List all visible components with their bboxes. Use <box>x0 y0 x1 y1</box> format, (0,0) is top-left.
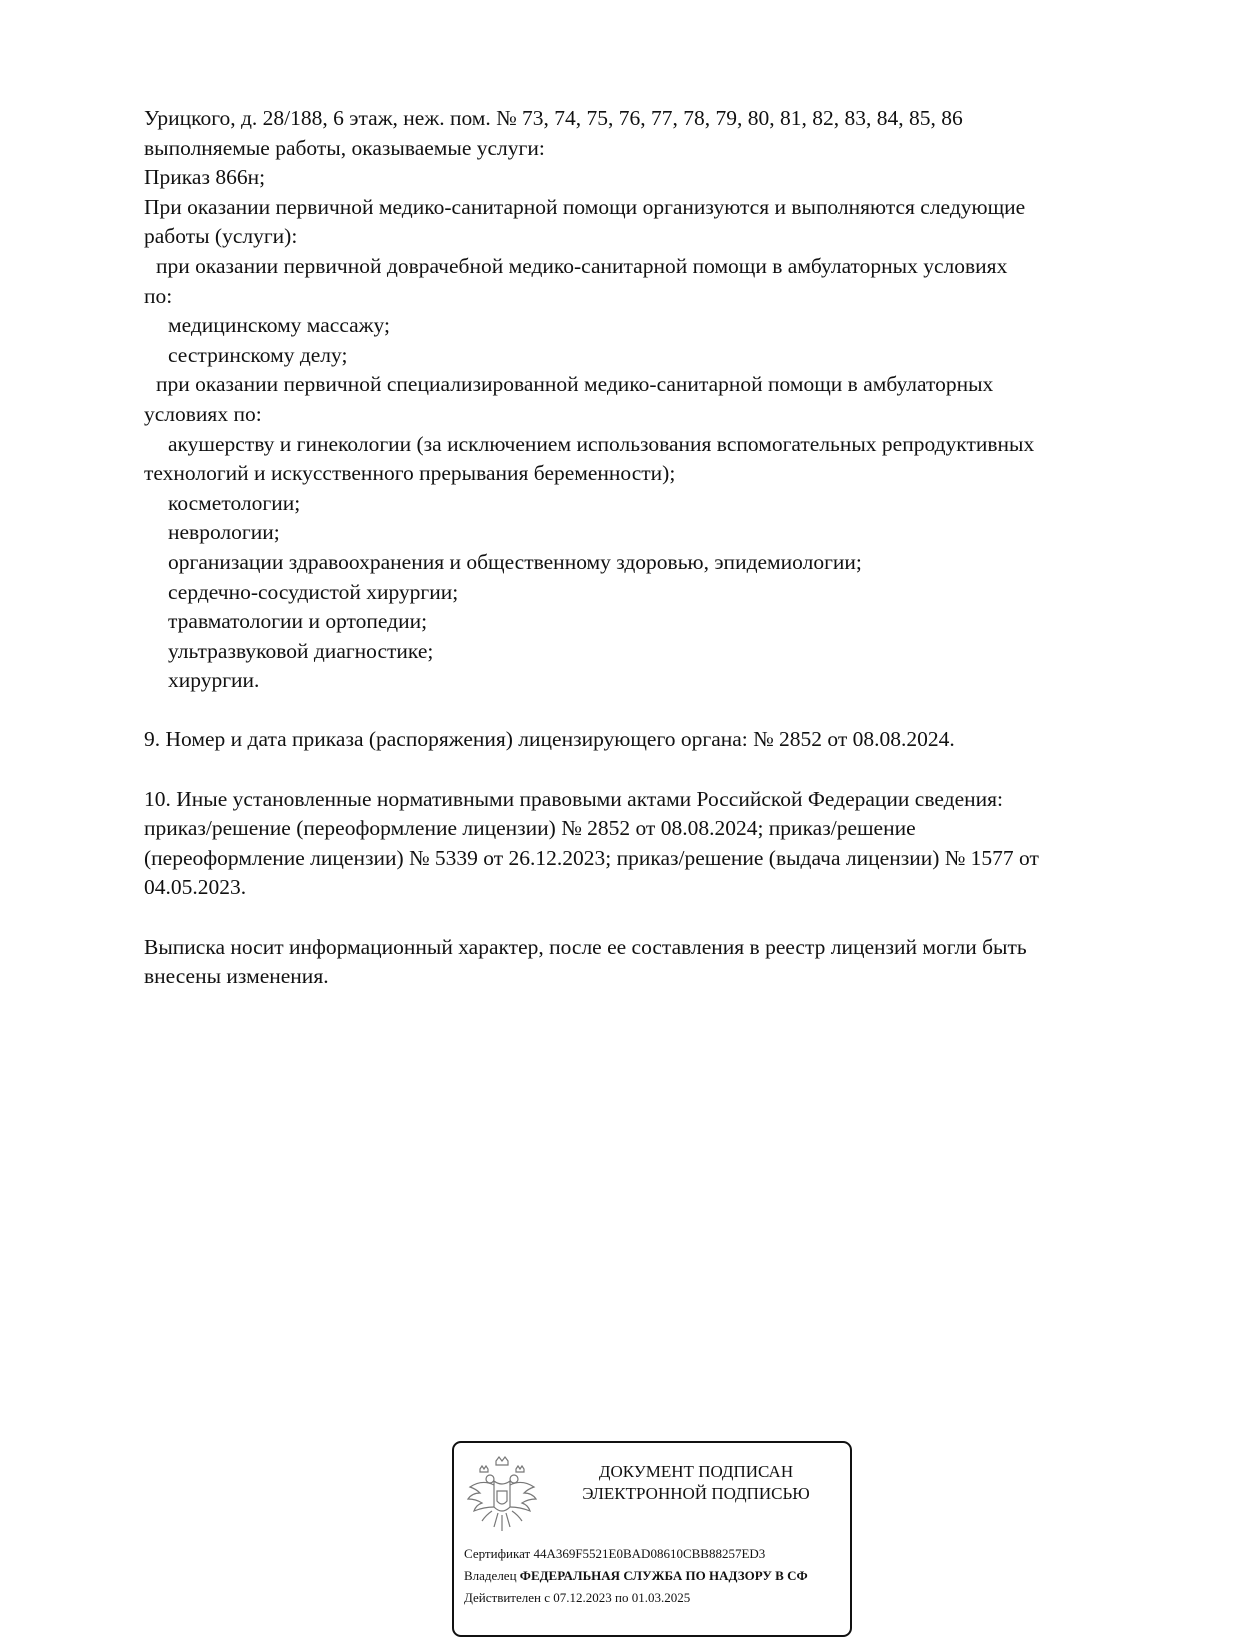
text-line: хирургии. <box>168 668 260 693</box>
stamp-title <box>546 1461 846 1505</box>
owner-line <box>464 1565 808 1587</box>
text-line: условиях по: <box>144 401 262 426</box>
text-line: работы (услуги): <box>144 224 298 249</box>
owner-value: ФЕДЕРАЛЬНАЯ СЛУЖБА ПО НАДЗОРУ В СФ <box>519 1568 808 1583</box>
blank-line <box>144 903 1184 933</box>
text-line: При оказании первичной медико-санитарной помощи организуются и выполняются следующие <box>144 194 1026 219</box>
text-line: при оказании первичной специализированной медико-санитарной помощи в амбулаторных <box>156 372 994 397</box>
text-line: косметологии; <box>168 490 301 515</box>
text-line: выполняемые работы, оказываемые услуги: <box>144 135 545 160</box>
text-line: акушерству и гинекологии (за исключением использования вспомогательных репродуктивных <box>168 431 1035 456</box>
text-line: Выписка носит информационный характер, после ее составления в реестр лицензий могли быть <box>144 934 1027 959</box>
text-line: 10. Иные установленные нормативными правовыми актами Российской Федерации сведения: <box>144 786 1003 811</box>
stamp-title-line-1: ДОКУМЕНТ ПОДПИСАН <box>598 1462 794 1481</box>
text-line: внесены изменения. <box>144 964 329 989</box>
text-line: сестринскому делу; <box>168 342 348 367</box>
text-line: при оказании первичной доврачебной медико-санитарной помощи в амбулаторных условиях <box>156 253 1008 278</box>
text-line: медицинскому массажу; <box>168 313 390 338</box>
electronic-signature-stamp <box>452 1441 852 1637</box>
text-line: 9. Номер и дата приказа (распоряжения) лицензирующего органа: № 2852 от 08.08.2024. <box>144 727 955 752</box>
stamp-info <box>464 1543 808 1609</box>
certificate-label: Сертификат <box>464 1546 531 1561</box>
text-line: (переоформление лицензии) № 5339 от 26.12.2023; приказ/решение (выдача лицензии) № 1577 от <box>144 845 1039 870</box>
text-line: сердечно-сосудистой хирургии; <box>168 579 459 604</box>
stamp-title-line-2: ЭЛЕКТРОННОЙ ПОДПИСЬЮ <box>582 1484 810 1503</box>
text-line: неврологии; <box>168 520 280 545</box>
text-line: ультразвуковой диагностике; <box>168 638 434 663</box>
document-body <box>144 104 1184 992</box>
text-line: 04.05.2023. <box>144 875 247 900</box>
text-line: травматологии и ортопедии; <box>168 609 428 634</box>
text-line: технологий и искусственного прерывания беременности); <box>144 461 676 486</box>
blank-line <box>144 696 1184 726</box>
validity-line: Действителен с 07.12.2023 по 01.03.2025 <box>464 1590 691 1605</box>
text-line: Приказ 866н; <box>144 165 266 190</box>
text-line: Урицкого, д. 28/188, 6 этаж, неж. пом. № 73, 74, 75, 76, 77, 78, 79, 80, 81, 82, 83, 84, 85, 86 <box>144 106 963 130</box>
blank-line <box>144 755 1184 785</box>
text-line: приказ/решение (переоформление лицензии) № 2852 от 08.08.2024; приказ/решение <box>144 816 916 841</box>
owner-label: Владелец <box>464 1568 517 1583</box>
text-line: организации здравоохранения и общественному здоровью, эпидемиологии; <box>168 549 862 574</box>
text-line: по: <box>144 283 173 308</box>
certificate-line <box>464 1543 808 1565</box>
certificate-value: 44A369F5521E0BAD08610CBB88257ED3 <box>533 1546 766 1561</box>
coat-of-arms-icon <box>466 1455 538 1539</box>
